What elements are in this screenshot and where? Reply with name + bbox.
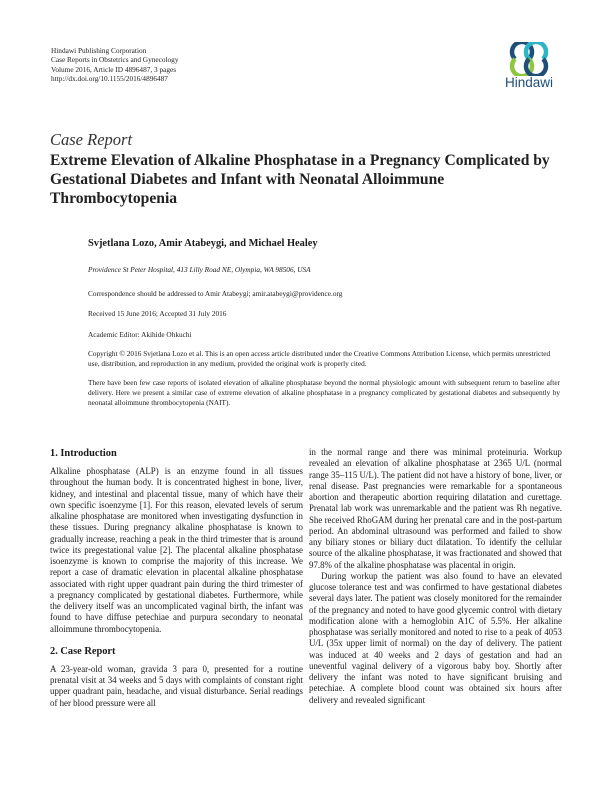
publisher: Hindawi Publishing Corporation [51,46,147,55]
journal-name: Case Reports in Obstetrics and Gynecology [51,55,179,65]
correspondence: Correspondence should be addressed to Amir Atabeygi; amir.atabeygi@providence.org [88,289,343,298]
doi-link[interactable]: http://dx.doi.org/10.1155/2016/4896487 [51,74,168,84]
case-report-paragraph-1: A 23-year-old woman, gravida 3 para 0, presented for a routine prenatal visit at 34 weeks and 5 days with complaints of constant right upper quadrant pain, headache, and visual disturbance. Serial readings of her blood pressure were all [50,663,303,708]
introduction-paragraph: Alkaline phosphatase (ALP) is an enzyme found in all tissues throughout the human body. It is concentrated highest in bone, liver, kidney, and intestinal and placental tissue, many of which have their own specific isoenzyme [1]. For this reason, elevated levels of serum alkaline phosphatase are monitored when investigating dysfunction in these tissues. During pregnancy alkaline phosphatase is known to gradually increase, reaching a peak in the third trimester that is around twice its pregestational value [2]. The placental alkaline phosphatase isoenzyme is known to comprise the majority of this increase. We report a case of dramatic elevation in placental alkaline phosphatase associated with right upper quadrant pain during the third trimester of a pregnancy complicated by gestational diabetes. Furthermore, while the delivery itself was an uncomplicated vaginal birth, the infant was found to have diffuse petechiae and purpura secondary to neonatal alloimmune thrombocytopenia. [50,466,303,634]
hindawi-logo-icon [507,42,551,76]
article-title: Extreme Elevation of Alkaline Phosphatase in a Pregnancy Complicated by Gestational Diabetes and Infant with Neonatal Alloimmune Thrombocytopenia [50,152,550,207]
journal-header [51,46,178,84]
hindawi-logo [498,42,560,90]
case-report-heading: 2. Case Report [50,645,116,657]
received-accepted-dates: Received 15 June 2016; Accepted 31 July 2016 [88,309,227,318]
authors: Svjetlana Lozo, Amir Atabeygi, and Michael Healey [88,238,318,249]
affiliation: Providence St Peter Hospital, 413 Lilly Road NE, Olympia, WA 98506, USA [88,265,311,274]
article-type: Case Report [50,130,133,149]
right-column [309,447,562,706]
left-column [50,447,303,709]
case-report-paragraph-1-continued: in the normal range and there was minimal proteinuria. Workup revealed an elevation of alkaline phosphatase at 2365 U/L (normal range 35–115 U/L). The patient did not have a history of bone, liver, or renal disease. Past pregnancies were remarkable for a spontaneous abortion and therapeutic abortion requiring dilatation and curettage. Prenatal lab work was unremarkable and the patient was Rh negative. She received RhoGAM during her prenatal care and in the post-partum period. An abdominal ultrasound was performed and failed to show any biliary stones or biliary duct dilatation. To identify the cellular source of the alkaline phosphatase, it was fractionated and showed that 97.8% of the alkaline phosphatase was placental in origin. [309,447,562,570]
case-report-paragraph-2: During workup the patient was also found to have an elevated glucose tolerance test and was confirmed to have gestational diabetes several days later. The patient was closely monitored for the remainder of the pregnancy and noted to have good glycemic control with dietary modification alone with a hemoglobin A1C of 5.5%. Her alkaline phosphatase was serially monitored and noted to rise to a peak of 4053 U/L (35x upper limit of normal) on the day of delivery. The patient was induced at 40 weeks and 2 days of gestation and had an uneventful vaginal delivery of a vigorous baby boy. Shortly after delivery the infant was noted to have significant bruising and petechiae. A complete blood count was obtained six hours after delivery and revealed significant [309,570,562,705]
academic-editor: Academic Editor: Akihide Ohkuchi [88,330,192,339]
abstract: There have been few case reports of isolated elevation of alkaline phosphatase beyond the normal physiologic amount with subsequent return to baseline after delivery. Here we present a similar case of extreme elevation of alkaline phosphatase in a pregnancy complicated by gestational diabetes and subsequently by neonatal alloimmune thrombocytopenia (NAIT). [88,378,560,407]
volume-info: Volume 2016, Article ID 4896487, 3 pages [51,64,177,74]
copyright-notice: Copyright © 2016 Svjetlana Lozo et al. This is an open access article distributed under the Creative Commons Attribution License, which permits unrestricted use, distribution, and reproduction in any medium, provided the original work is properly cited. [88,349,551,368]
logo-wordmark: Hindawi [504,75,554,90]
introduction-heading: 1. Introduction [50,448,117,459]
